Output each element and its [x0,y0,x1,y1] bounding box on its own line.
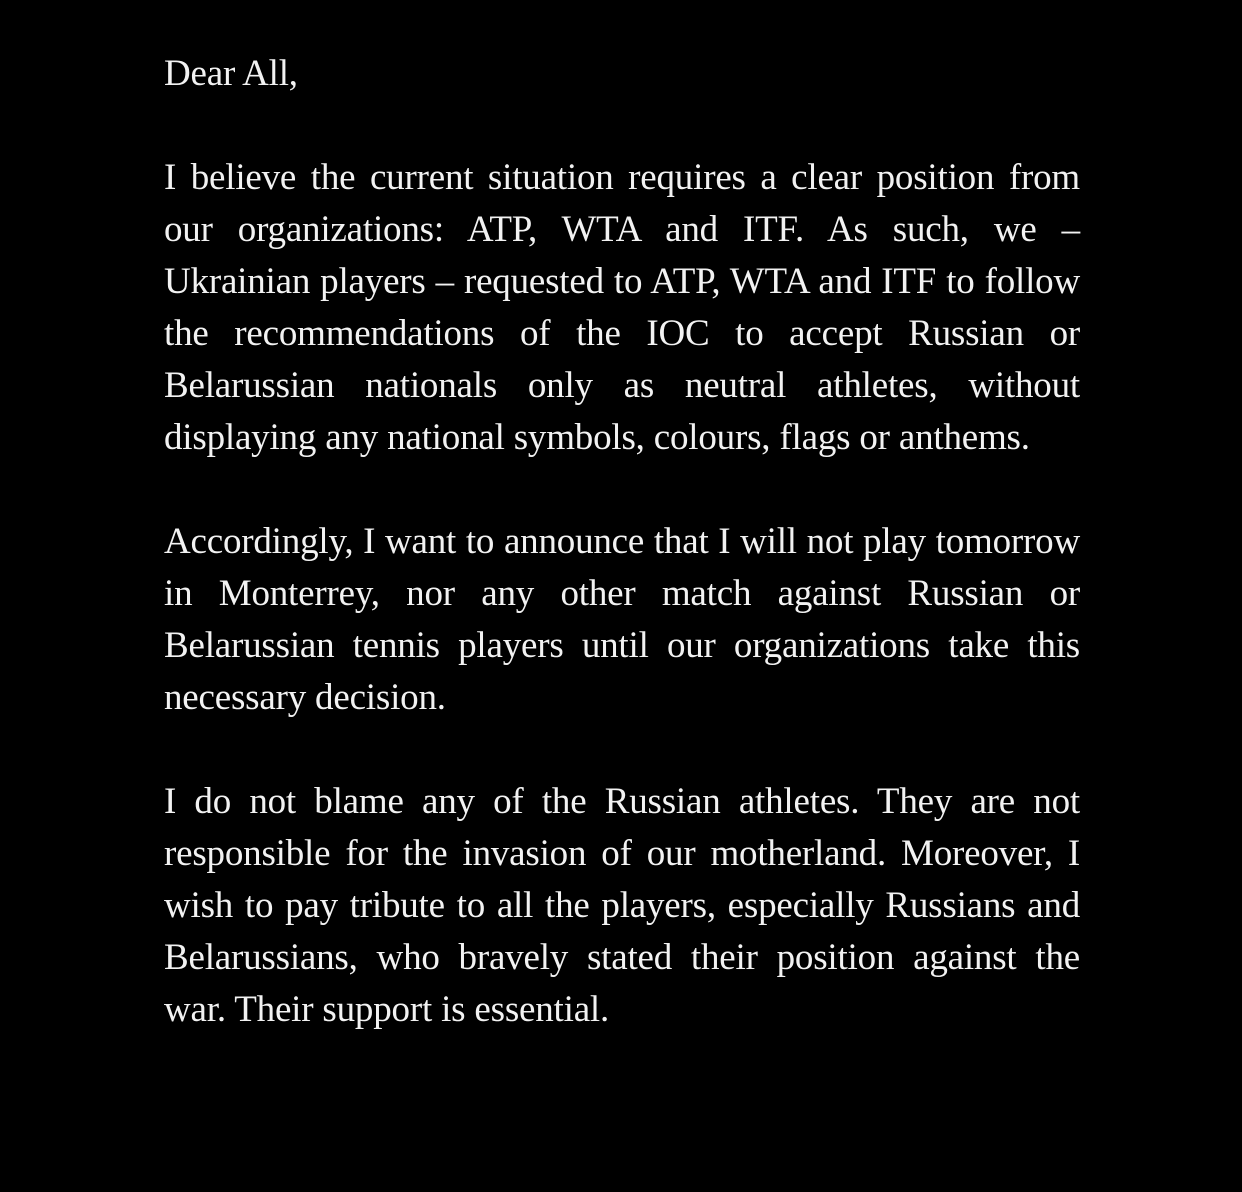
letter-salutation: Dear All, [164,53,298,94]
paragraph-tribute: I do not blame any of the Russian athletes. They are not responsible for the invasion of our motherland. Moreover, I wish to pay tribute to all the players, especially Russians and Belarussians, who bravely stated their position against the war. Their support is essential. [164,781,1080,1030]
paragraph-match-boycott: Accordingly, I want to announce that I will not play tomorrow in Monterrey, nor any other match against Russian or Belarussian tennis players until our organizations take this necessary decision. [164,521,1080,718]
paragraph-position-request: I believe the current situation requires a clear position from our organizations: ATP, WTA and ITF. As such, we – Ukrainian players – requested to ATP, WTA and ITF to follow the recommendations of the IOC to accept Russian or Belarussian nationals only as neutral athletes, without displaying any national symbols, colours, flags or anthems. [164,157,1080,458]
letter-body [164,48,1080,1036]
